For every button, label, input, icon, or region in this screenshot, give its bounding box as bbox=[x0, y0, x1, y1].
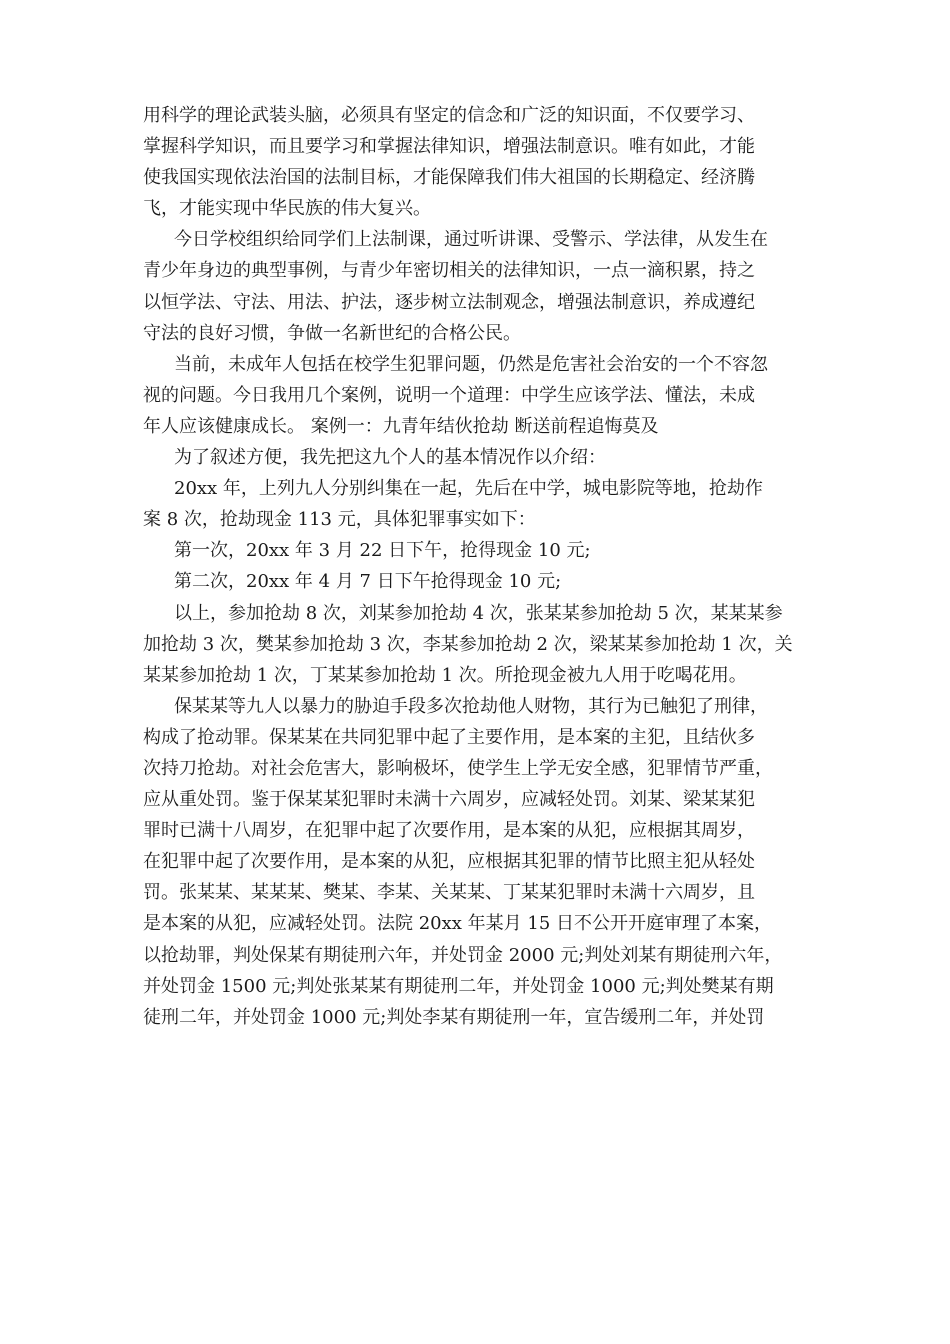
paragraph bbox=[143, 535, 808, 566]
text-line: 保某某等九人以暴力的胁迫手段多次抢劫他人财物，其行为已触犯了刑律， bbox=[174, 695, 768, 717]
text-line: 构成了抢动罪。保某某在共同犯罪中起了主要作用，是本案的主犯，且结伙多 bbox=[143, 726, 755, 748]
paragraph bbox=[143, 691, 808, 1033]
paragraph bbox=[143, 598, 808, 691]
text-line: 今日学校组织给同学们上法制课，通过听讲课、受警示、学法律，从发生在 bbox=[174, 229, 768, 251]
text-line: 罪时已满十八周岁，在犯罪中起了次要作用，是本案的从犯，应根据其周岁， bbox=[143, 820, 755, 842]
text-line: 案 8 次，抢劫现金 113 元，具体犯罪事实如下： bbox=[143, 509, 536, 531]
text-line: 当前，未成年人包括在校学生犯罪问题，仍然是危害社会治安的一个不容忽 bbox=[174, 353, 768, 375]
text-line: 某某参加抢劫 1 次，丁某某参加抢劫 1 次。所抢现金被九人用于吃喝花用。 bbox=[143, 664, 747, 686]
text-line: 以上，参加抢劫 8 次，刘某参加抢劫 4 次，张某某参加抢劫 5 次，某某某参 bbox=[174, 602, 783, 624]
text-line: 视的问题。今日我用几个案例，说明一个道理：中学生应该学法、懂法，未成 bbox=[143, 384, 755, 406]
text-line: 是本案的从犯，应减轻处罚。法院 20xx 年某月 15 日不公开开庭审理了本案， bbox=[143, 913, 772, 935]
paragraph bbox=[143, 473, 808, 535]
text-line: 第一次，20xx 年 3 月 22 日下午，抢得现金 10 元; bbox=[174, 540, 591, 562]
text-line: 罚。张某某、某某某、樊某、李某、关某某、丁某某犯罪时未满十六周岁，且 bbox=[143, 882, 755, 904]
text-line: 以抢劫罪，判处保某有期徒刑六年，并处罚金 2000 元;判处刘某有期徒刑六年， bbox=[143, 944, 783, 966]
text-line: 20xx 年，上列九人分别纠集在一起，先后在中学，城电影院等地，抢劫作 bbox=[174, 478, 763, 500]
text-line: 使我国实现依法治国的法制目标，才能保障我们伟大祖国的长期稳定、经济腾 bbox=[143, 167, 755, 189]
text-line: 应从重处罚。鉴于保某某犯罪时未满十六周岁，应减轻处罚。刘某、梁某某犯 bbox=[143, 789, 755, 811]
paragraph bbox=[143, 566, 808, 597]
text-line: 加抢劫 3 次，樊某参加抢劫 3 次，李某参加抢劫 2 次，梁某某参加抢劫 1 次，关 bbox=[143, 633, 793, 655]
paragraph bbox=[143, 349, 808, 442]
paragraph bbox=[143, 100, 808, 224]
text-line: 次持刀抢劫。对社会危害大，影响极坏，使学生上学无安全感，犯罪情节严重， bbox=[143, 757, 773, 779]
text-line: 在犯罪中起了次要作用，是本案的从犯，应根据其犯罪的情节比照主犯从轻处 bbox=[143, 851, 755, 873]
text-line: 掌握科学知识，而且要学习和掌握法律知识，增强法制意识。唯有如此，才能 bbox=[143, 136, 755, 158]
text-line: 以恒学法、守法、用法、护法，逐步树立法制观念，增强法制意识，养成遵纪 bbox=[143, 291, 755, 313]
text-line: 年人应该健康成长。 案例一：九青年结伙抢劫 断送前程追悔莫及 bbox=[143, 415, 659, 437]
text-line: 为了叙述方便，我先把这九个人的基本情况作以介绍： bbox=[174, 447, 606, 469]
paragraph bbox=[143, 224, 808, 348]
text-line: 并处罚金 1500 元;判处张某某有期徒刑二年，并处罚金 1000 元;判处樊某有期 bbox=[143, 975, 774, 997]
text-line: 第二次，20xx 年 4 月 7 日下午抢得现金 10 元; bbox=[174, 571, 562, 593]
text-line: 飞，才能实现中华民族的伟大复兴。 bbox=[143, 198, 431, 220]
text-line: 用科学的理论武装头脑，必须具有坚定的信念和广泛的知识面，不仅要学习、 bbox=[143, 105, 755, 126]
paragraph bbox=[143, 442, 808, 473]
text-line: 青少年身边的典型事例，与青少年密切相关的法律知识，一点一滴积累，持之 bbox=[143, 260, 755, 282]
text-line: 守法的良好习惯，争做一名新世纪的合格公民。 bbox=[143, 322, 521, 344]
text-line: 徒刑二年，并处罚金 1000 元;判处李某有期徒刑一年，宣告缓刑二年，并处罚 bbox=[143, 1006, 765, 1028]
document-body bbox=[143, 100, 808, 1033]
